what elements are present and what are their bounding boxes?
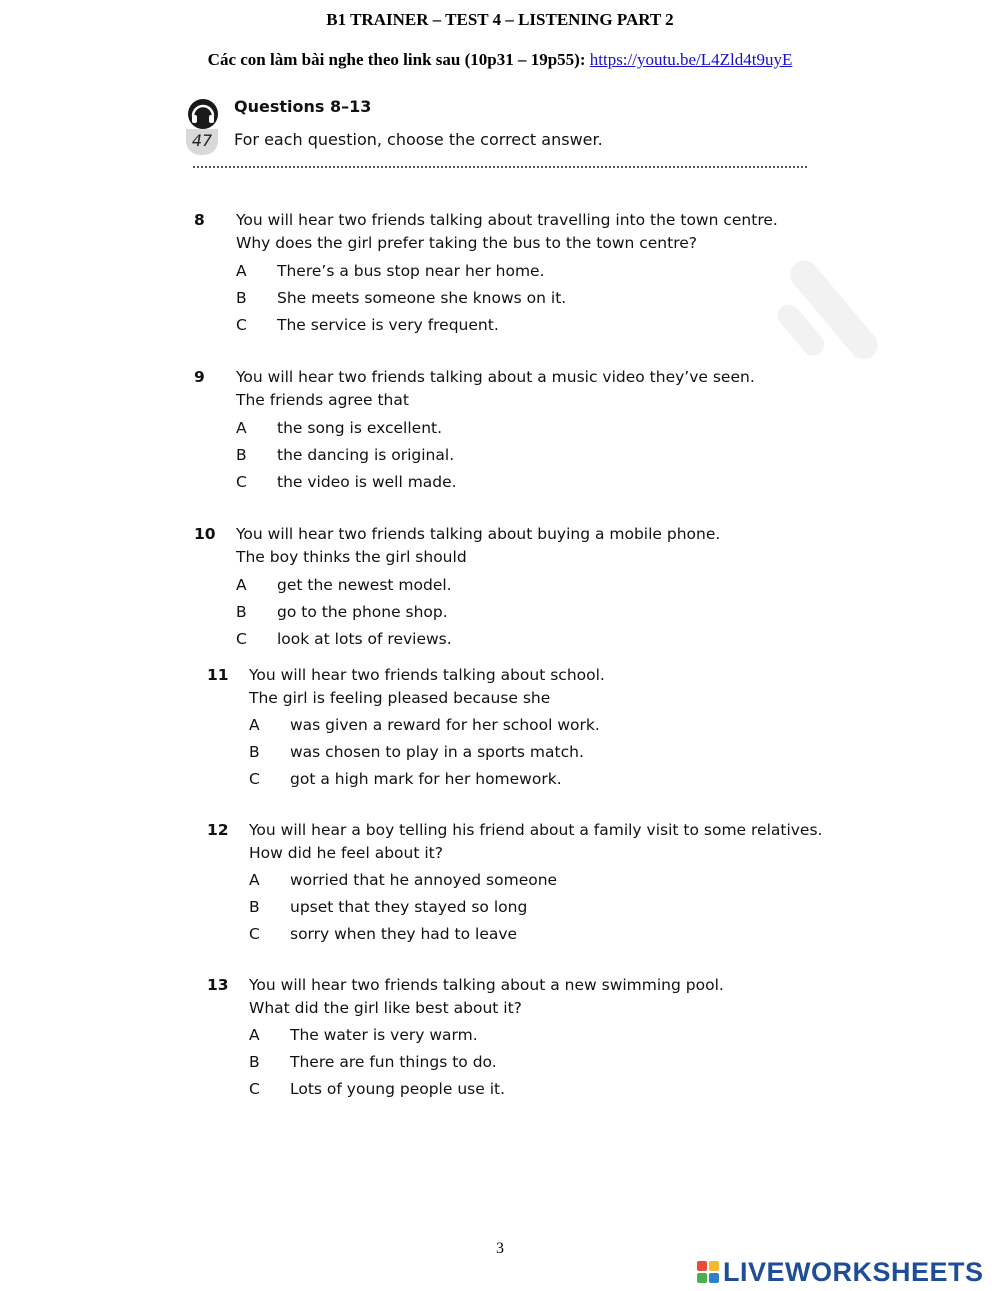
option-letter: B bbox=[249, 1053, 260, 1071]
option-c[interactable] bbox=[236, 471, 457, 494]
option-c[interactable] bbox=[249, 1078, 505, 1101]
page-number: 3 bbox=[496, 1240, 504, 1257]
question-prompt: You will hear a boy telling his friend about a family visit to some relatives. bbox=[249, 821, 823, 839]
logo-tiles-icon bbox=[697, 1261, 719, 1283]
question-text: The friends agree that bbox=[236, 391, 409, 409]
question-text: The boy thinks the girl should bbox=[236, 548, 467, 566]
listening-instruction bbox=[0, 50, 1000, 70]
option-text: There are fun things to do. bbox=[290, 1053, 497, 1071]
question-prompt: You will hear two friends talking about travelling into the town centre. bbox=[236, 211, 778, 229]
option-b[interactable] bbox=[236, 601, 448, 624]
option-text: was given a reward for her school work. bbox=[290, 716, 600, 734]
question-prompt: You will hear two friends talking about school. bbox=[249, 666, 605, 684]
option-text: The water is very warm. bbox=[290, 1026, 478, 1044]
question-text: What did the girl like best about it? bbox=[249, 999, 522, 1017]
option-text: was chosen to play in a sports match. bbox=[290, 743, 584, 761]
option-text: worried that he annoyed someone bbox=[290, 871, 558, 889]
question-number: 9 bbox=[194, 368, 205, 386]
instruction-label: Các con làm bài nghe theo link sau (10p31 – 19p55): bbox=[207, 50, 586, 69]
youtube-link[interactable]: https://youtu.be/L4Zld4t9uyE bbox=[589, 50, 793, 69]
option-text: There’s a bus stop near her home. bbox=[277, 262, 545, 280]
option-letter: C bbox=[236, 316, 247, 334]
question-prompt: You will hear two friends talking about buying a mobile phone. bbox=[236, 525, 721, 543]
page-title: B1 TRAINER – TEST 4 – LISTENING PART 2 bbox=[326, 10, 674, 29]
option-b[interactable] bbox=[236, 444, 454, 467]
option-letter: C bbox=[236, 473, 247, 491]
option-c[interactable] bbox=[249, 768, 562, 791]
track-number: 47 bbox=[186, 129, 218, 155]
option-text: The service is very frequent. bbox=[277, 316, 499, 334]
section-instruction: For each question, choose the correct answer. bbox=[234, 130, 603, 149]
option-letter: A bbox=[249, 1026, 260, 1044]
option-letter: A bbox=[236, 576, 247, 594]
option-c[interactable] bbox=[249, 923, 517, 946]
headphones-icon bbox=[185, 97, 221, 129]
option-text: upset that they stayed so long bbox=[290, 898, 528, 916]
divider bbox=[193, 166, 807, 168]
option-a[interactable] bbox=[236, 574, 452, 597]
option-letter: A bbox=[249, 871, 260, 889]
liveworksheets-logo bbox=[697, 1256, 984, 1288]
option-letter: C bbox=[249, 1080, 260, 1098]
option-letter: C bbox=[249, 925, 260, 943]
option-b[interactable] bbox=[236, 287, 566, 310]
option-c[interactable] bbox=[236, 628, 452, 651]
question-prompt: You will hear two friends talking about a new swimming pool. bbox=[249, 976, 724, 994]
option-text: the video is well made. bbox=[277, 473, 457, 491]
option-text: get the newest model. bbox=[277, 576, 452, 594]
option-b[interactable] bbox=[249, 1051, 497, 1074]
option-letter: C bbox=[236, 630, 247, 648]
option-text: go to the phone shop. bbox=[277, 603, 448, 621]
option-letter: B bbox=[236, 446, 247, 464]
option-letter: A bbox=[236, 419, 247, 437]
option-a[interactable] bbox=[249, 714, 600, 737]
option-letter: A bbox=[236, 262, 247, 280]
question-text: How did he feel about it? bbox=[249, 844, 443, 862]
option-b[interactable] bbox=[249, 741, 584, 764]
brand-name: LIVEWORKSHEETS bbox=[723, 1256, 984, 1287]
question-text: The girl is feeling pleased because she bbox=[249, 689, 551, 707]
option-text: She meets someone she knows on it. bbox=[277, 289, 567, 307]
question-number: 10 bbox=[194, 525, 216, 543]
option-letter: B bbox=[236, 603, 247, 621]
option-b[interactable] bbox=[249, 896, 527, 919]
option-a[interactable] bbox=[249, 869, 557, 892]
question-number: 12 bbox=[207, 821, 229, 839]
question-text: Why does the girl prefer taking the bus to the town centre? bbox=[236, 234, 697, 252]
option-text: got a high mark for her homework. bbox=[290, 770, 562, 788]
option-letter: B bbox=[249, 743, 260, 761]
option-letter: A bbox=[249, 716, 260, 734]
option-letter: B bbox=[236, 289, 247, 307]
option-text: the song is excellent. bbox=[277, 419, 443, 437]
option-a[interactable] bbox=[236, 260, 545, 283]
option-letter: B bbox=[249, 898, 260, 916]
option-a[interactable] bbox=[249, 1024, 478, 1047]
question-number: 8 bbox=[194, 211, 205, 229]
question-number: 11 bbox=[207, 666, 229, 684]
option-text: Lots of young people use it. bbox=[290, 1080, 506, 1098]
section-heading: Questions 8–13 bbox=[234, 97, 372, 116]
option-text: sorry when they had to leave bbox=[290, 925, 518, 943]
option-text: the dancing is original. bbox=[277, 446, 455, 464]
watermark-stroke bbox=[785, 255, 884, 365]
question-number: 13 bbox=[207, 976, 229, 994]
option-text: look at lots of reviews. bbox=[277, 630, 452, 648]
option-a[interactable] bbox=[236, 417, 442, 440]
option-letter: C bbox=[249, 770, 260, 788]
option-c[interactable] bbox=[236, 314, 499, 337]
question-prompt: You will hear two friends talking about a music video they’ve seen. bbox=[236, 368, 755, 386]
